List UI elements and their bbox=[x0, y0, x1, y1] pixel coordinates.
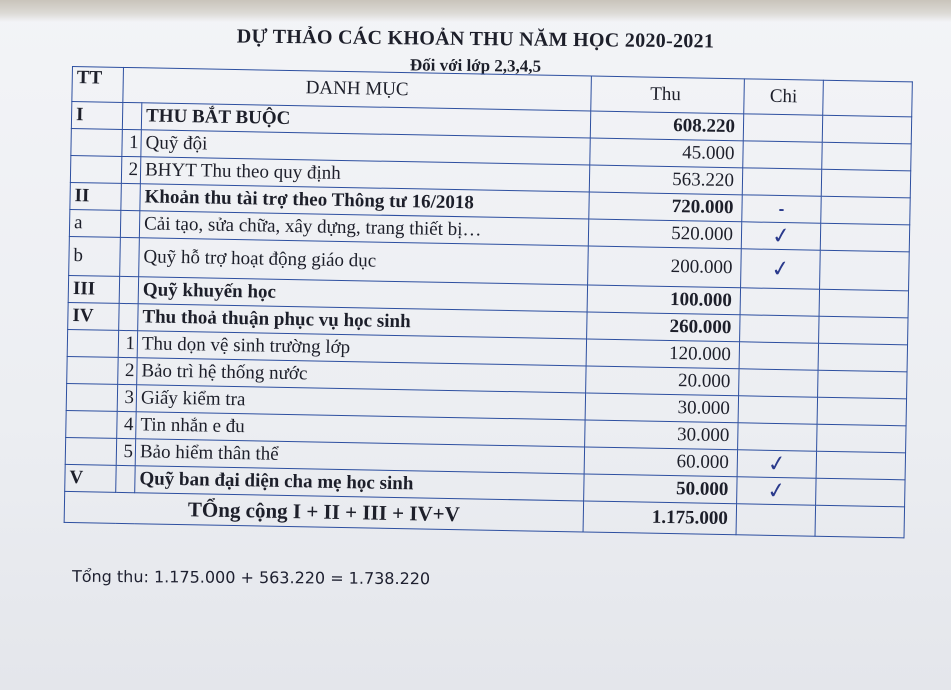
row-blank bbox=[820, 223, 909, 252]
row-name: Thu thoả thuận phục vụ học sinh bbox=[138, 304, 587, 339]
total-chi bbox=[736, 504, 816, 536]
row-name: Tin nhắn e đu bbox=[136, 412, 585, 447]
row-blank bbox=[820, 250, 910, 291]
row-thu: 120.000 bbox=[586, 339, 739, 369]
check-mark-icon: ✓ bbox=[770, 222, 792, 250]
row-name: Quỹ khuyến học bbox=[138, 277, 587, 312]
total-label: TỔng cộng I + II + III + IV+V bbox=[64, 491, 583, 532]
row-tt bbox=[66, 410, 117, 438]
row-chi bbox=[737, 450, 816, 478]
row-tt: III bbox=[68, 275, 119, 303]
row-thu: 720.000 bbox=[589, 192, 742, 222]
row-name: Quỹ ban đại diện cha mẹ học sinh bbox=[135, 466, 584, 501]
row-number: 1 bbox=[118, 330, 137, 357]
row-blank bbox=[819, 316, 908, 345]
row-name: Bảo trì hệ thống nước bbox=[137, 358, 586, 393]
row-tt: a bbox=[69, 209, 120, 237]
row-name: THU BẮT BUỘC bbox=[141, 103, 590, 138]
row-tt bbox=[67, 329, 118, 357]
row-chi bbox=[738, 396, 817, 424]
row-thu: 200.000 bbox=[588, 246, 742, 288]
row-number bbox=[120, 237, 140, 276]
fee-table bbox=[64, 66, 913, 538]
header-blank bbox=[823, 80, 913, 117]
document-title: DỰ THẢO CÁC KHOẢN THU NĂM HỌC 2020-2021 bbox=[236, 25, 715, 53]
row-thu: 20.000 bbox=[586, 366, 739, 396]
row-chi bbox=[743, 141, 822, 169]
row-name: Cải tạo, sửa chữa, xây dựng, trang thiết bị… bbox=[139, 211, 588, 246]
row-number: 5 bbox=[116, 438, 135, 465]
row-thu: 520.000 bbox=[588, 219, 741, 249]
row-thu: 45.000 bbox=[590, 138, 743, 168]
row-tt: b bbox=[69, 236, 121, 276]
row-thu: 30.000 bbox=[585, 393, 738, 423]
row-chi bbox=[742, 195, 821, 223]
row-tt: I bbox=[71, 102, 122, 130]
row-blank bbox=[819, 289, 908, 318]
row-tt bbox=[71, 128, 122, 156]
row-chi bbox=[739, 342, 818, 370]
header-tt: TT bbox=[72, 67, 124, 103]
total-summary: Tổng thu: 1.175.000 + 563.220 = 1.738.220 bbox=[71, 566, 431, 589]
fee-table-wrapper bbox=[64, 66, 913, 538]
row-tt: V bbox=[65, 464, 116, 492]
row-name: Quỹ đội bbox=[141, 130, 590, 165]
row-chi bbox=[738, 423, 817, 451]
row-number: 2 bbox=[121, 156, 140, 183]
row-tt bbox=[65, 437, 116, 465]
check-mark-icon: ✓ bbox=[766, 450, 788, 478]
row-name: Khoản thu tài trợ theo Thông tư 16/2018 bbox=[140, 184, 589, 219]
row-chi bbox=[741, 249, 821, 289]
row-tt: IV bbox=[68, 302, 119, 330]
row-number: 2 bbox=[118, 357, 137, 384]
row-thu: 608.220 bbox=[590, 111, 743, 141]
row-chi bbox=[743, 114, 822, 142]
top-shadow bbox=[0, 0, 951, 22]
row-tt bbox=[70, 155, 121, 183]
total-blank bbox=[815, 505, 905, 538]
row-blank bbox=[822, 115, 911, 144]
row-thu: 563.220 bbox=[589, 165, 742, 195]
header-thu: Thu bbox=[591, 76, 745, 114]
row-name: Quỹ hỗ trợ hoạt động giáo dục bbox=[139, 238, 589, 285]
row-blank bbox=[816, 451, 905, 480]
row-thu: 50.000 bbox=[584, 474, 737, 504]
row-chi bbox=[739, 369, 818, 397]
row-blank bbox=[817, 397, 906, 426]
row-thu: 60.000 bbox=[584, 447, 737, 477]
document-subtitle: Đối với lớp 2,3,4,5 bbox=[409, 55, 542, 76]
row-number bbox=[121, 183, 140, 210]
row-chi bbox=[740, 315, 819, 343]
row-name: Thu dọn vệ sinh trường lớp bbox=[137, 331, 586, 366]
row-blank bbox=[818, 370, 907, 399]
row-blank bbox=[816, 478, 905, 507]
row-blank bbox=[821, 196, 910, 225]
header-danh-muc: DANH MỤC bbox=[123, 67, 592, 111]
header-chi: Chi bbox=[744, 79, 824, 115]
row-name: Giấy kiểm tra bbox=[136, 385, 585, 420]
row-number bbox=[120, 210, 139, 237]
row-number bbox=[119, 276, 138, 303]
row-blank bbox=[818, 343, 907, 372]
row-number bbox=[116, 465, 135, 492]
check-mark-icon: ✓ bbox=[769, 255, 792, 283]
row-tt bbox=[67, 356, 118, 384]
row-blank bbox=[821, 169, 910, 198]
row-thu: 30.000 bbox=[585, 420, 738, 450]
row-number bbox=[122, 102, 141, 129]
row-number: 3 bbox=[117, 384, 136, 411]
row-number: 1 bbox=[122, 129, 141, 156]
row-number bbox=[119, 303, 138, 330]
row-blank bbox=[822, 142, 911, 171]
row-tt: II bbox=[70, 182, 121, 210]
row-chi bbox=[742, 168, 821, 196]
row-tt bbox=[66, 383, 117, 411]
row-name: BHYT Thu theo quy định bbox=[140, 157, 589, 192]
row-number: 4 bbox=[117, 411, 136, 438]
row-thu: 260.000 bbox=[587, 312, 740, 342]
row-chi bbox=[741, 222, 820, 250]
total-value: 1.175.000 bbox=[583, 501, 737, 535]
check-mark-icon: ✓ bbox=[765, 477, 787, 505]
row-blank bbox=[817, 424, 906, 453]
row-thu: 100.000 bbox=[587, 285, 740, 315]
row-chi bbox=[737, 477, 816, 505]
row-chi bbox=[740, 288, 819, 316]
row-name: Bảo hiểm thân thể bbox=[135, 439, 584, 474]
chi-mark: - bbox=[778, 201, 785, 219]
